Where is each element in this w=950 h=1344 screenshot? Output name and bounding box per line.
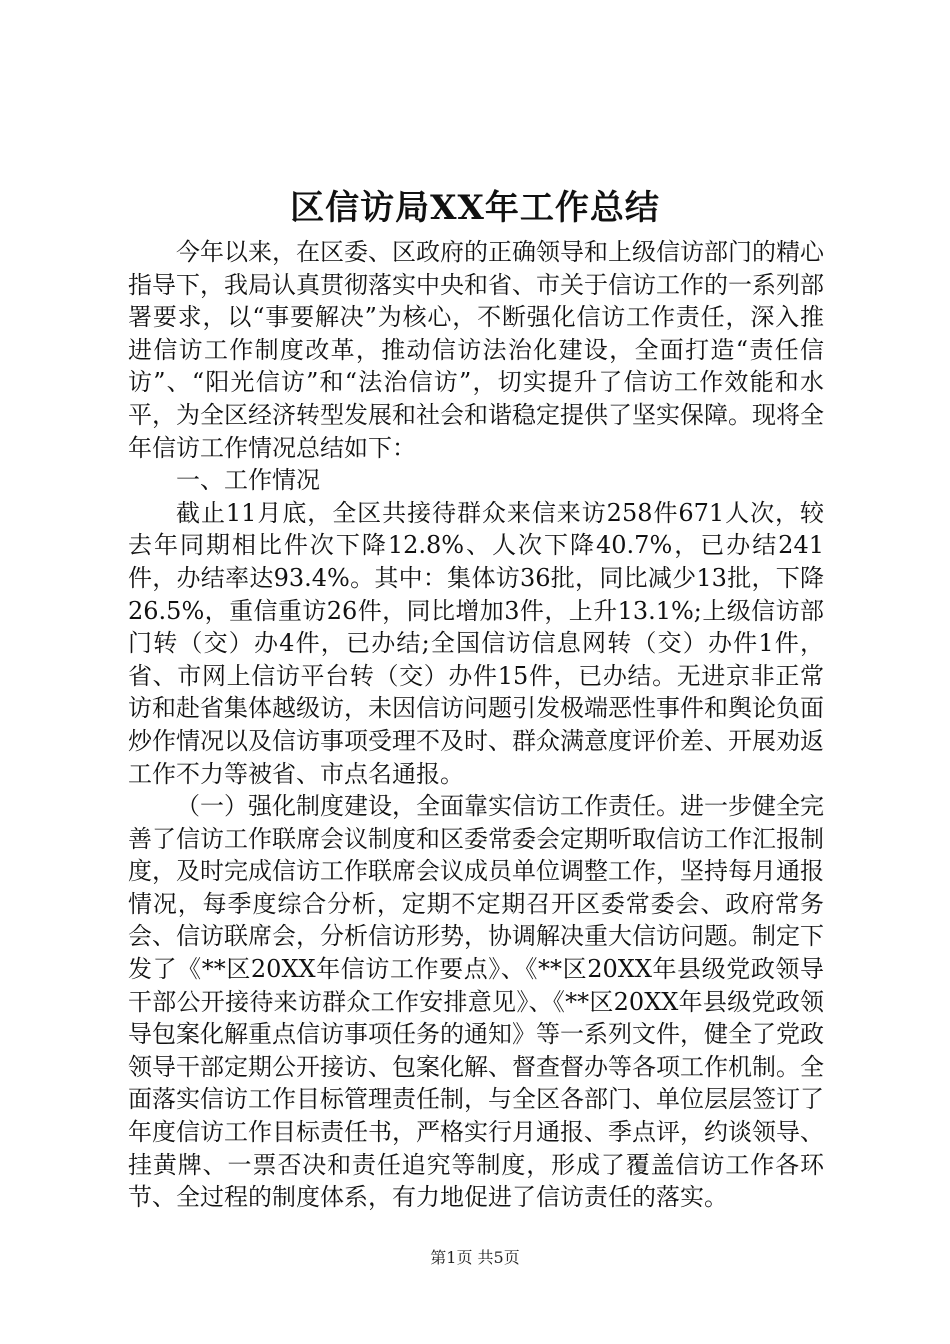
document-title: 区信访局XX年工作总结	[290, 188, 660, 228]
institution-building-paragraph: （一）强化制度建设，全面靠实信访工作责任。进一步健全完善了信访工作联席会议制度和区委常委会定期听取信访工作汇报制度，及时完成信访工作联席会议成员单位调整工作，坚持每月通报情况，每季度综合分析，定期不定期召开区委常委会、政府常务会、信访联席会，分析信访形势，协调解决重大信访问题。制定下发了《**区20XX年信访工作要点》、《**区20XX年县级党政领导干部公开接待来访群众工作安排意见》、《**区20XX年县级党政领导包案化解重点信访事项任务的通知》等一系列文件，健全了党政领导干部定期公开接访、包案化解、督查督办等各项工作机制。全面落实信访工作目标管理责任制，与全区各部门、单位层层签订了年度信访工作目标责任书，严格实行月通报、季点评，约谈领导、挂黄牌、一票否决和责任追究等制度，形成了覆盖信访工作各环节、全过程的制度体系，有力地促进了信访责任的落实。	[128, 792, 824, 1212]
document-body	[128, 236, 824, 1214]
section-heading-work-status: 一、工作情况	[176, 466, 320, 495]
intro-paragraph: 今年以来，在区委、区政府的正确领导和上级信访部门的精心指导下，我局认真贯彻落实中央和省、市关于信访工作的一系列部署要求，以“事要解决”为核心，不断强化信访工作责任，深入推进信访工作制度改革，推动信访法治化建设，全面打造“责任信访”、“阳光信访”和“法治信访”，切实提升了信访工作效能和水平，为全区经济转型发展和社会和谐稳定提供了坚实保障。现将全年信访工作情况总结如下：	[128, 238, 824, 462]
statistics-paragraph: 截止11月底，全区共接待群众来信来访258件671人次，较去年同期相比件次下降12.8%、人次下降40.7%，已办结241件，办结率达93.4%。其中：集体访36批，同比减少13批，下降26.5%，重信重访26件，同比增加3件，上升13.1%;上级信访部门转（交）办4件，已办结;全国信访信息网转（交）办件1件，省、市网上信访平台转（交）办件15件，已办结。无进京非正常访和赴省集体越级访，未因信访问题引发极端恶性事件和舆论负面炒作情况以及信访事项受理不及时、群众满意度评价差、开展劝返工作不力等被省、市点名通报。	[128, 498, 824, 788]
page-number-footer: 第1页 共5页	[430, 1248, 520, 1267]
